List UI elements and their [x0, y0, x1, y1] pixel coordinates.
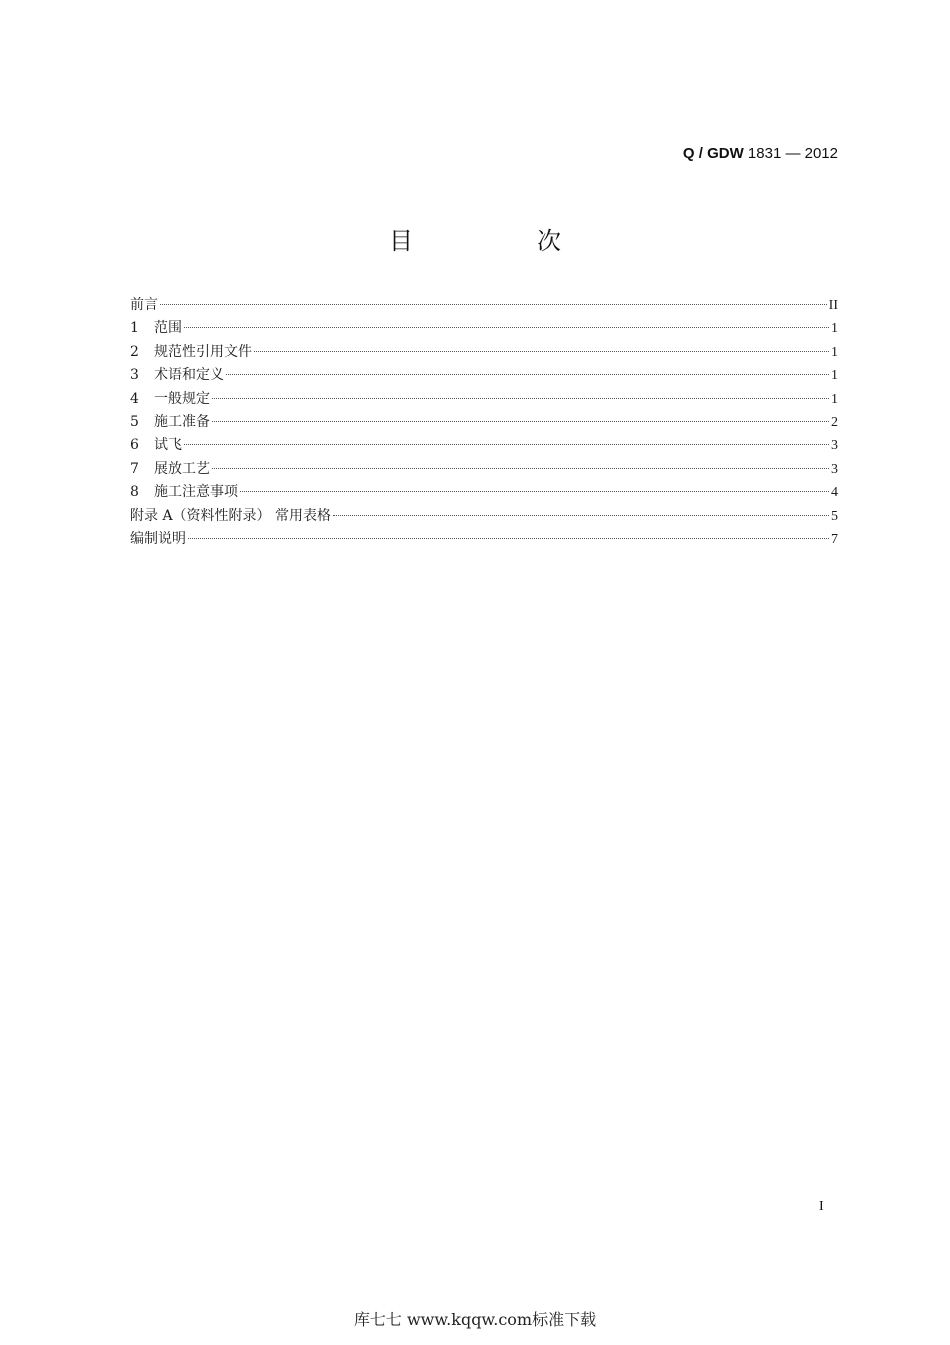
- toc-entry[interactable]: [130, 341, 838, 364]
- toc-entry[interactable]: [130, 364, 838, 387]
- toc-entry-page: 2: [831, 414, 838, 430]
- toc-entry-number: 6: [130, 437, 139, 454]
- toc-dot-leader: [188, 538, 829, 539]
- toc-dot-leader: [212, 468, 829, 469]
- toc-entry-page: 7: [831, 531, 838, 547]
- toc-entry-page: 1: [831, 391, 838, 407]
- toc-entry[interactable]: [130, 411, 838, 434]
- toc-dot-leader: [212, 398, 829, 399]
- toc-dot-leader: [160, 304, 827, 305]
- toc-entry-label: 范围: [154, 320, 182, 337]
- toc-entry-number: 4: [130, 390, 139, 407]
- toc-entry-label: 术语和定义: [154, 367, 224, 384]
- toc-dot-leader: [254, 351, 829, 352]
- toc-entry[interactable]: [130, 388, 838, 411]
- toc-entry-page: 3: [831, 438, 838, 454]
- footer-watermark: 库七七 www.kqqw.com标准下载: [353, 1310, 597, 1329]
- standard-code-prefix: Q / GDW: [682, 145, 744, 162]
- toc-entry-number: 2: [130, 343, 139, 360]
- toc-entry[interactable]: [130, 528, 838, 551]
- toc-entry-number: 3: [130, 367, 139, 384]
- toc-dot-leader: [212, 421, 829, 422]
- toc-entry-label: 施工准备: [154, 413, 210, 430]
- toc-entry-page: 1: [831, 321, 838, 337]
- toc-dot-leader: [226, 374, 829, 375]
- toc-entry-page: 3: [831, 461, 838, 477]
- toc-entry-label: 施工注意事项: [154, 484, 238, 501]
- toc-entry[interactable]: [130, 481, 838, 504]
- toc-entry-label: 规范性引用文件: [154, 343, 252, 360]
- toc-entry-label: 一般规定: [154, 390, 210, 407]
- toc-entry-number: 5: [130, 413, 139, 430]
- toc-entry[interactable]: [130, 434, 838, 457]
- toc-entry-number: 1: [130, 320, 139, 337]
- standard-code: [683, 145, 838, 162]
- toc-entry-label: 试飞: [154, 437, 182, 454]
- toc-entry-number: 8: [130, 484, 139, 501]
- toc-entry-label: 附录 A（资料性附录） 常用表格: [130, 507, 332, 524]
- toc-entry-label: 前言: [130, 297, 158, 313]
- toc-dot-leader: [184, 444, 829, 445]
- toc-entry-page: II: [828, 298, 838, 313]
- toc-dot-leader: [184, 327, 829, 328]
- toc-entry[interactable]: [130, 505, 838, 528]
- table-of-contents: [130, 294, 838, 551]
- toc-entry-number: 7: [130, 460, 139, 477]
- toc-entry[interactable]: [130, 458, 838, 481]
- toc-entry-page: 5: [831, 508, 838, 524]
- standard-code-number: 1831 — 2012: [747, 145, 838, 162]
- toc-entry[interactable]: [130, 294, 838, 317]
- toc-entry-label: 展放工艺: [154, 460, 210, 477]
- toc-title: 目 次: [389, 227, 611, 255]
- toc-dot-leader: [240, 491, 829, 492]
- toc-entry[interactable]: [130, 317, 838, 340]
- toc-entry-page: 4: [831, 485, 838, 501]
- toc-dot-leader: [333, 515, 829, 516]
- page-number: I: [819, 1199, 824, 1214]
- toc-entry-page: 1: [831, 368, 838, 384]
- toc-entry-page: 1: [831, 344, 838, 360]
- toc-entry-label: 编制说明: [130, 530, 186, 547]
